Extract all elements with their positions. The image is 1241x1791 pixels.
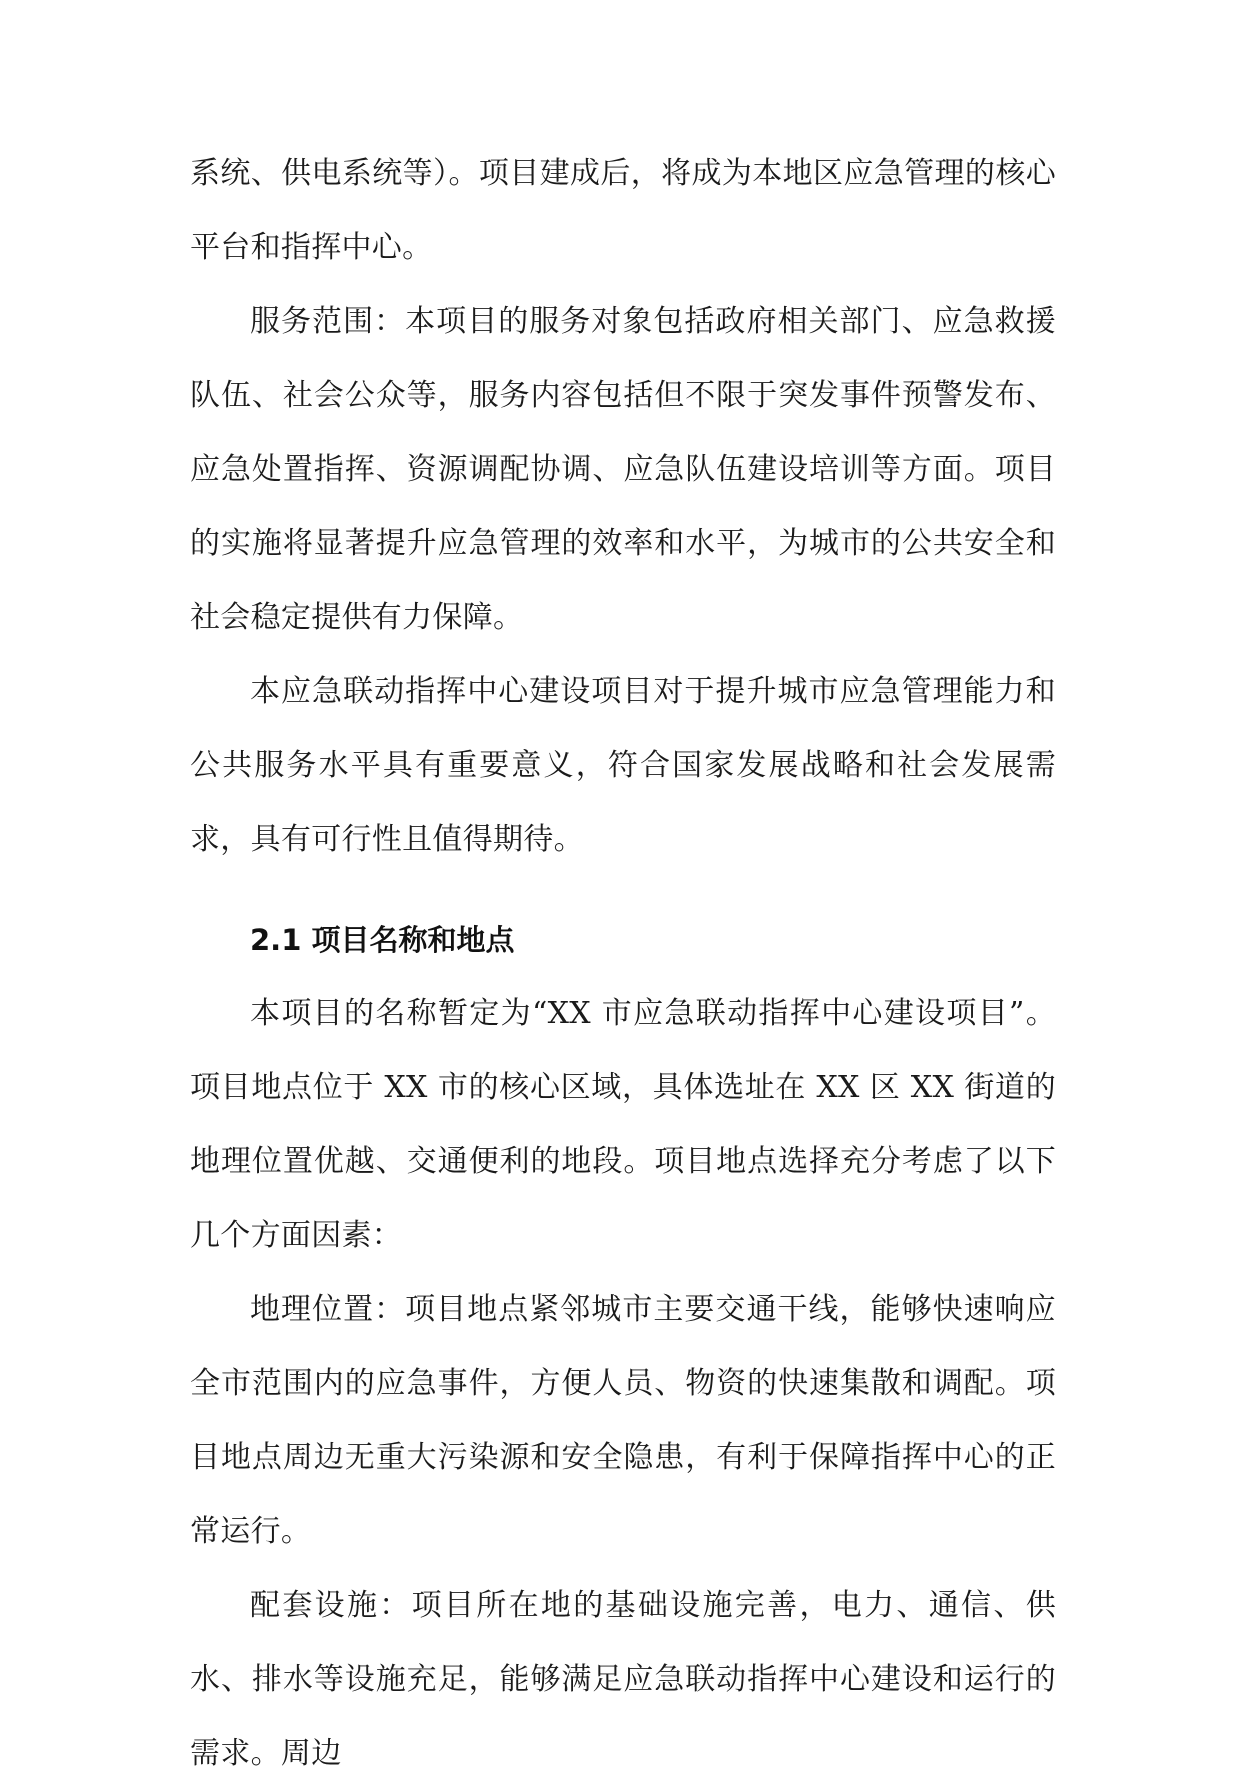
- paragraph-continuation: 系统、供电系统等）。项目建成后，将成为本地区应急管理的核心平台和指挥中心。: [190, 156, 1056, 265]
- paragraph-significance: 本应急联动指挥中心建设项目对于提升城市应急管理能力和公共服务水平具有重要意义，符合国家发展战略和社会发展需求，具有可行性且值得期待。: [190, 674, 1056, 857]
- paragraph-service-scope: 服务范围：本项目的服务对象包括政府相关部门、应急救援队伍、社会公众等，服务内容包括但不限于突发事件预警发布、应急处置指挥、资源调配协调、应急队伍建设培训等方面。项目的实施将显著提升应急管理的效率和水平，为城市的公共安全和社会稳定提供有力保障。: [190, 304, 1056, 635]
- paragraph-facilities: 配套设施：项目所在地的基础设施完善，电力、通信、供水、排水等设施充足，能够满足应急联动指挥中心建设和运行的需求。周边: [190, 1588, 1056, 1771]
- paragraph-location: 地理位置：项目地点紧邻城市主要交通干线，能够快速响应全市范围内的应急事件，方便人员、物资的快速集散和调配。项目地点周边无重大污染源和安全隐患，有利于保障指挥中心的正常运行。: [190, 1292, 1056, 1549]
- document-body: [190, 137, 1056, 1791]
- paragraph-project-name: 本项目的名称暂定为“XX 市应急联动指挥中心建设项目”。项目地点位于 XX 市的核心区域，具体选址在 XX 区 XX 街道的地理位置优越、交通便利的地段。项目地点选择充分考虑了以下几个方面因素：: [190, 996, 1056, 1253]
- section-heading: 2.1 项目名称和地点: [250, 923, 515, 957]
